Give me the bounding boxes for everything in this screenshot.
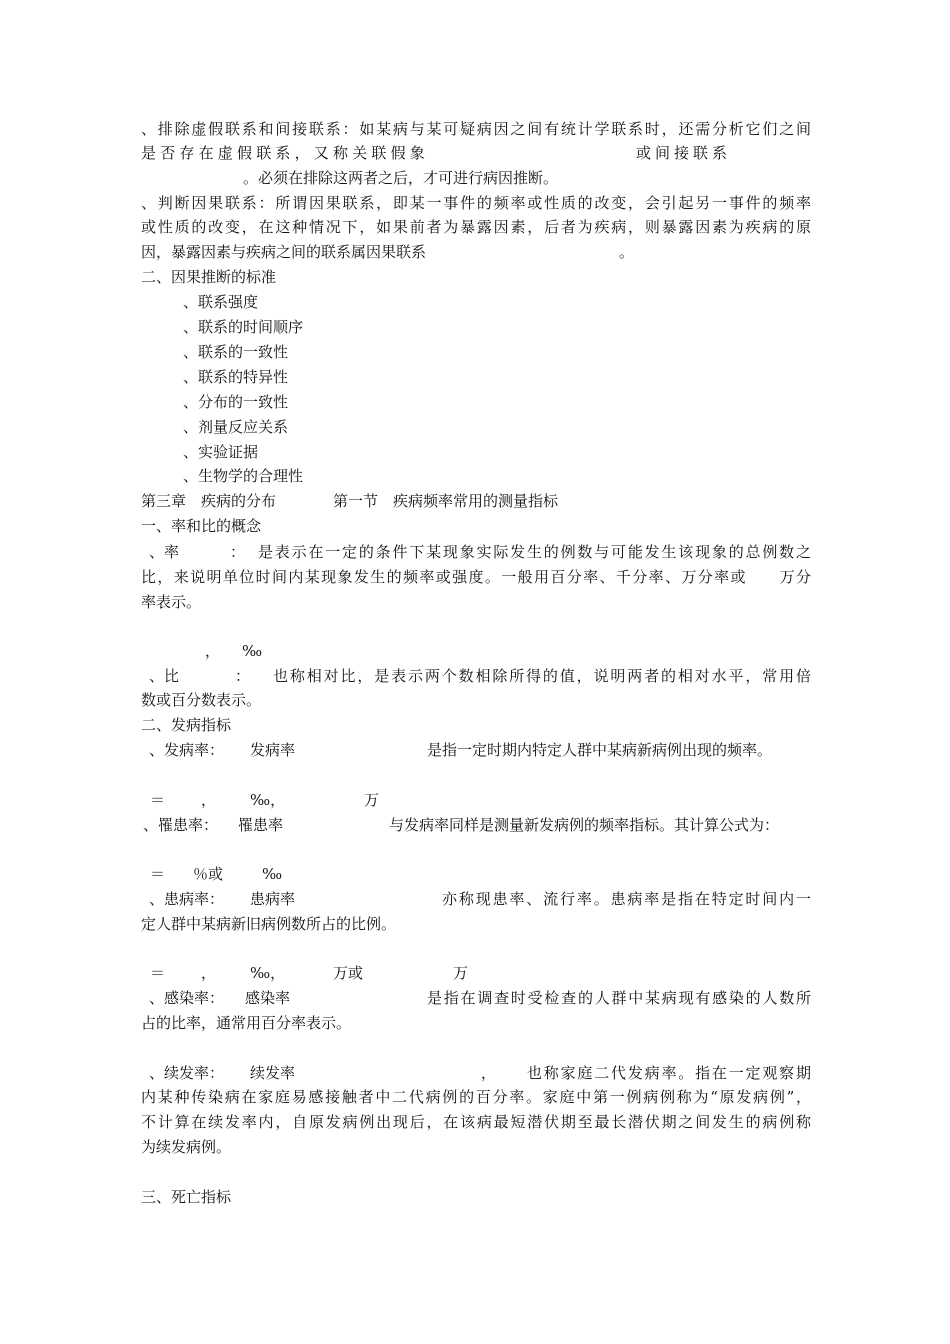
para-causal-line1: 、判断因果联系：所谓因果联系，即某一事件的频率或性质的改变，会引起另一事件的频率 xyxy=(141,194,811,212)
secondary-attack-def-line4: 为续发病例。 xyxy=(141,1138,232,1156)
secondary-attack-label: 、续发率： xyxy=(149,1064,225,1082)
para-false-association-line2a: 是否存在虚假联系，又称关联假象 xyxy=(141,144,430,162)
formula-permille: ‰ xyxy=(242,642,263,660)
formula-comma: ， xyxy=(201,964,217,982)
para-false-association-line3: 。必须在排除这两者之后，才可进行病因推断。 xyxy=(243,169,559,187)
secondary-attack-comma: ， xyxy=(481,1064,497,1082)
rate-def-line2: 比，来说明单位时间内某现象发生的频率或强度。一般用百分率、千分率、万分率或 万分 xyxy=(141,568,811,586)
attack-rate-term: 罹患率 xyxy=(238,816,284,834)
para-causal-line2: 或性质的改变，在这种情况下，如果前者为暴露因素，后者为疾病，则暴露因素为疾病的原 xyxy=(141,218,811,236)
formula-percent-or: ％或 xyxy=(193,865,224,883)
chapter-title: 第三章 疾病的分布 xyxy=(141,492,277,510)
rate-def-line3: 率表示。 xyxy=(141,593,202,611)
criteria-item: 、联系的特异性 xyxy=(183,368,289,386)
infection-rate-def: 是指在调查时受检查的人群中某病现有感染的人数所 xyxy=(427,989,811,1007)
incidence-def: 是指一定时期内特定人群中某病新病例出现的频率。 xyxy=(427,741,773,759)
prevalence-def: 亦称现患率、流行率。患病率是指在特定时间内一 xyxy=(442,890,811,908)
formula-wan: 万 xyxy=(364,791,380,809)
criteria-item: 、实验证据 xyxy=(183,443,259,461)
criteria-item: 、联系强度 xyxy=(183,293,259,311)
ratio-def-line1: 也称相对比，是表示两个数相除所得的值，说明两者的相对水平，常用倍 xyxy=(273,667,811,685)
prevalence-term: 患病率 xyxy=(250,890,296,908)
formula-equals: ＝ xyxy=(150,964,166,982)
heading-causal-criteria: 二、因果推断的标准 xyxy=(141,268,277,286)
attack-rate-label: 、罹患率： xyxy=(143,816,219,834)
ratio-def-line2: 数或百分数表示。 xyxy=(141,691,262,709)
secondary-attack-term: 续发率 xyxy=(250,1064,296,1082)
rate-label: 、率 xyxy=(149,543,180,561)
formula-equals: ＝ xyxy=(150,791,166,809)
heading-death-indicators: 三、死亡指标 xyxy=(141,1188,232,1206)
section-title: 第一节 疾病频率常用的测量指标 xyxy=(333,492,559,510)
infection-rate-label: 、感染率： xyxy=(149,989,225,1007)
criteria-item: 、分布的一致性 xyxy=(183,393,289,411)
para-causal-line3b: 。 xyxy=(619,243,635,261)
secondary-attack-def-line2: 内某种传染病在家庭易感接触者中二代病例的百分率。家庭中第一例病例称为“原发病例”， xyxy=(141,1088,811,1106)
infection-rate-term: 感染率 xyxy=(245,989,291,1007)
formula-permille: ‰， xyxy=(250,964,286,982)
criteria-item: 、联系的一致性 xyxy=(183,343,289,361)
ratio-label: 、比 xyxy=(149,667,180,685)
rate-def-line1: 是表示在一定的条件下某现象实际发生的例数与可能发生该现象的总例数之 xyxy=(258,543,811,561)
heading-rate-ratio: 一、率和比的概念 xyxy=(141,517,262,535)
formula-permille: ‰ xyxy=(262,865,283,883)
prevalence-def-line2: 定人群中某病新旧病例数所占的比例。 xyxy=(141,915,397,933)
secondary-attack-def: 也称家庭二代发病率。指在一定观察期 xyxy=(527,1064,811,1082)
ratio-colon: ： xyxy=(235,667,251,685)
formula-permille: ‰， xyxy=(250,791,286,809)
rate-colon: ： xyxy=(230,543,246,561)
criteria-item: 、联系的时间顺序 xyxy=(183,318,304,336)
formula-comma: ， xyxy=(205,642,221,660)
formula-wan-or: 万或 xyxy=(333,964,364,982)
criteria-item: 、生物学的合理性 xyxy=(183,467,304,485)
para-false-association-line1: 、排除虚假联系和间接联系：如某病与某可疑病因之间有统计学联系时，还需分析它们之间 xyxy=(141,120,811,138)
criteria-item: 、剂量反应关系 xyxy=(183,418,289,436)
incidence-term: 发病率 xyxy=(250,741,296,759)
formula-wan: 万 xyxy=(453,964,469,982)
secondary-attack-def-line3: 不计算在续发率内，自原发病例出现后，在该病最短潜伏期至最长潜伏期之间发生的病例称 xyxy=(141,1113,811,1131)
para-false-association-line2b: 或间接联系 xyxy=(636,144,732,162)
heading-incidence-indicators: 二、发病指标 xyxy=(141,716,232,734)
infection-rate-def-line2: 占的比率，通常用百分率表示。 xyxy=(141,1014,352,1032)
formula-comma: ， xyxy=(201,791,217,809)
formula-equals: ＝ xyxy=(150,865,166,883)
attack-rate-def: 与发病率同样是测量新发病例的频率指标。其计算公式为： xyxy=(389,816,780,834)
incidence-label: 、发病率： xyxy=(149,741,225,759)
para-causal-line3a: 因，暴露因素与疾病之间的联系属因果联系 xyxy=(141,243,427,261)
prevalence-label: 、患病率： xyxy=(149,890,225,908)
